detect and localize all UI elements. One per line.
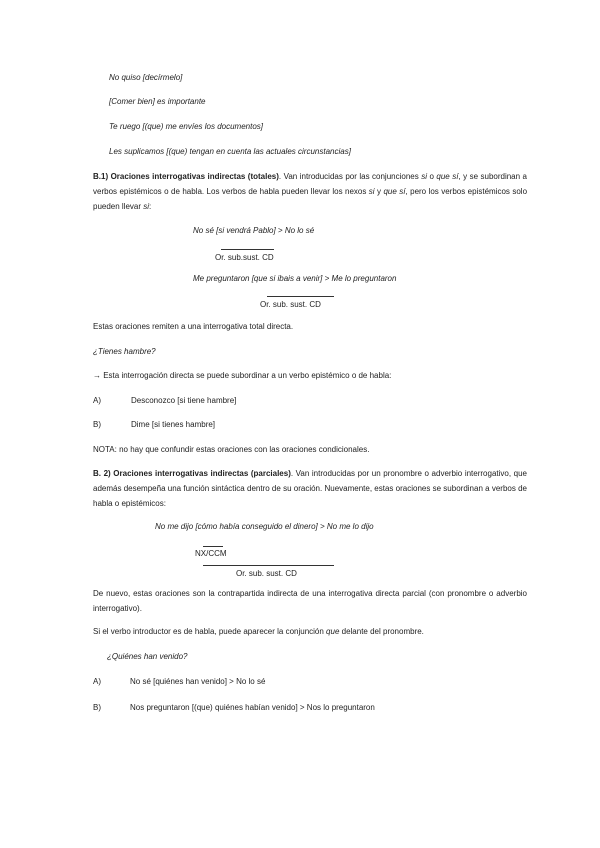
b2-paragraph-2: De nuevo, estas oraciones son la contrapartida indirecta de una interrogativa directa parcial (con pronombre o adverbio interrogativo). xyxy=(93,589,527,613)
b1-example-1: No sé [si vendrá Pablo] > No lo sé xyxy=(193,226,315,235)
nxccm-label: NX/CCM xyxy=(195,549,227,558)
b2-question: ¿Quiénes han venido? xyxy=(107,652,188,661)
b1-paragraph: B.1) Oraciones interrogativas indirectas (totales). Van introducidas por las conjunciones si o que sí, y se subordinan a verbos epistémicos o de habla. Los verbos de habla pueden llevar los nexos si y que sí, pero los verbos epistémicos solo pueden llevar si: xyxy=(93,172,528,211)
b1-arrow-text: → Esta interrogación directa se puede subordinar a un verbo epistémico o de habla: xyxy=(93,371,392,380)
b2-paragraph: B. 2) Oraciones interrogativas indirectas (parciales). Van introducidas por un pronombre o adverbio interrogativo, que además desempeña una función sintáctica dentro de su oración. Nuevamente, estas oraciones se subordinan a verbos de habla o epistémicos: xyxy=(93,469,527,508)
example-line: No quiso [decírmelo] xyxy=(109,73,183,82)
list-item-letter: A) xyxy=(93,396,101,405)
example-line: Te ruego [(que) me envíes los documentos] xyxy=(109,122,264,131)
list-item: No sé [quiénes han venido] > No lo sé xyxy=(130,677,266,686)
analysis-label: Or. sub. sust. CD xyxy=(260,300,321,309)
analysis-rule xyxy=(203,546,223,547)
example-line: [Comer bien] es importante xyxy=(109,97,206,106)
list-item: Nos preguntaron [(que) quiénes habían venido] > Nos lo preguntaron xyxy=(130,703,375,712)
analysis-label: Or. sub.sust. CD xyxy=(215,253,274,262)
b1-remark: Estas oraciones remiten a una interrogativa total directa. xyxy=(93,322,294,331)
analysis-rule xyxy=(267,296,334,297)
analysis-rule xyxy=(203,565,334,566)
analysis-label: Or. sub. sust. CD xyxy=(236,569,297,578)
b1-heading: B.1) Oraciones interrogativas indirectas (totales) xyxy=(93,172,279,181)
list-item-letter: B) xyxy=(93,420,101,429)
b1-example-2: Me preguntaron [que si ibais a venir] > Me lo preguntaron xyxy=(193,274,397,283)
example-line: Les suplicamos [(que) tengan en cuenta las actuales circunstancias] xyxy=(109,147,351,156)
b2-heading: B. 2) Oraciones interrogativas indirectas (parciales) xyxy=(93,469,291,478)
list-item: Dime [si tienes hambre] xyxy=(131,420,216,429)
b1-question: ¿Tienes hambre? xyxy=(93,347,156,356)
b1-note: NOTA: no hay que confundir estas oraciones con las oraciones condicionales. xyxy=(93,445,370,454)
list-item-letter: B) xyxy=(93,703,101,712)
list-item: Desconozco [si tiene hambre] xyxy=(131,396,237,405)
b2-intro: Si el verbo introductor es de habla, puede aparecer la conjunción que delante del pronombre. xyxy=(93,627,424,636)
list-item-letter: A) xyxy=(93,677,101,686)
analysis-rule xyxy=(221,249,274,250)
b2-example: No me dijo [cómo había conseguido el dinero] > No me lo dijo xyxy=(155,522,374,531)
